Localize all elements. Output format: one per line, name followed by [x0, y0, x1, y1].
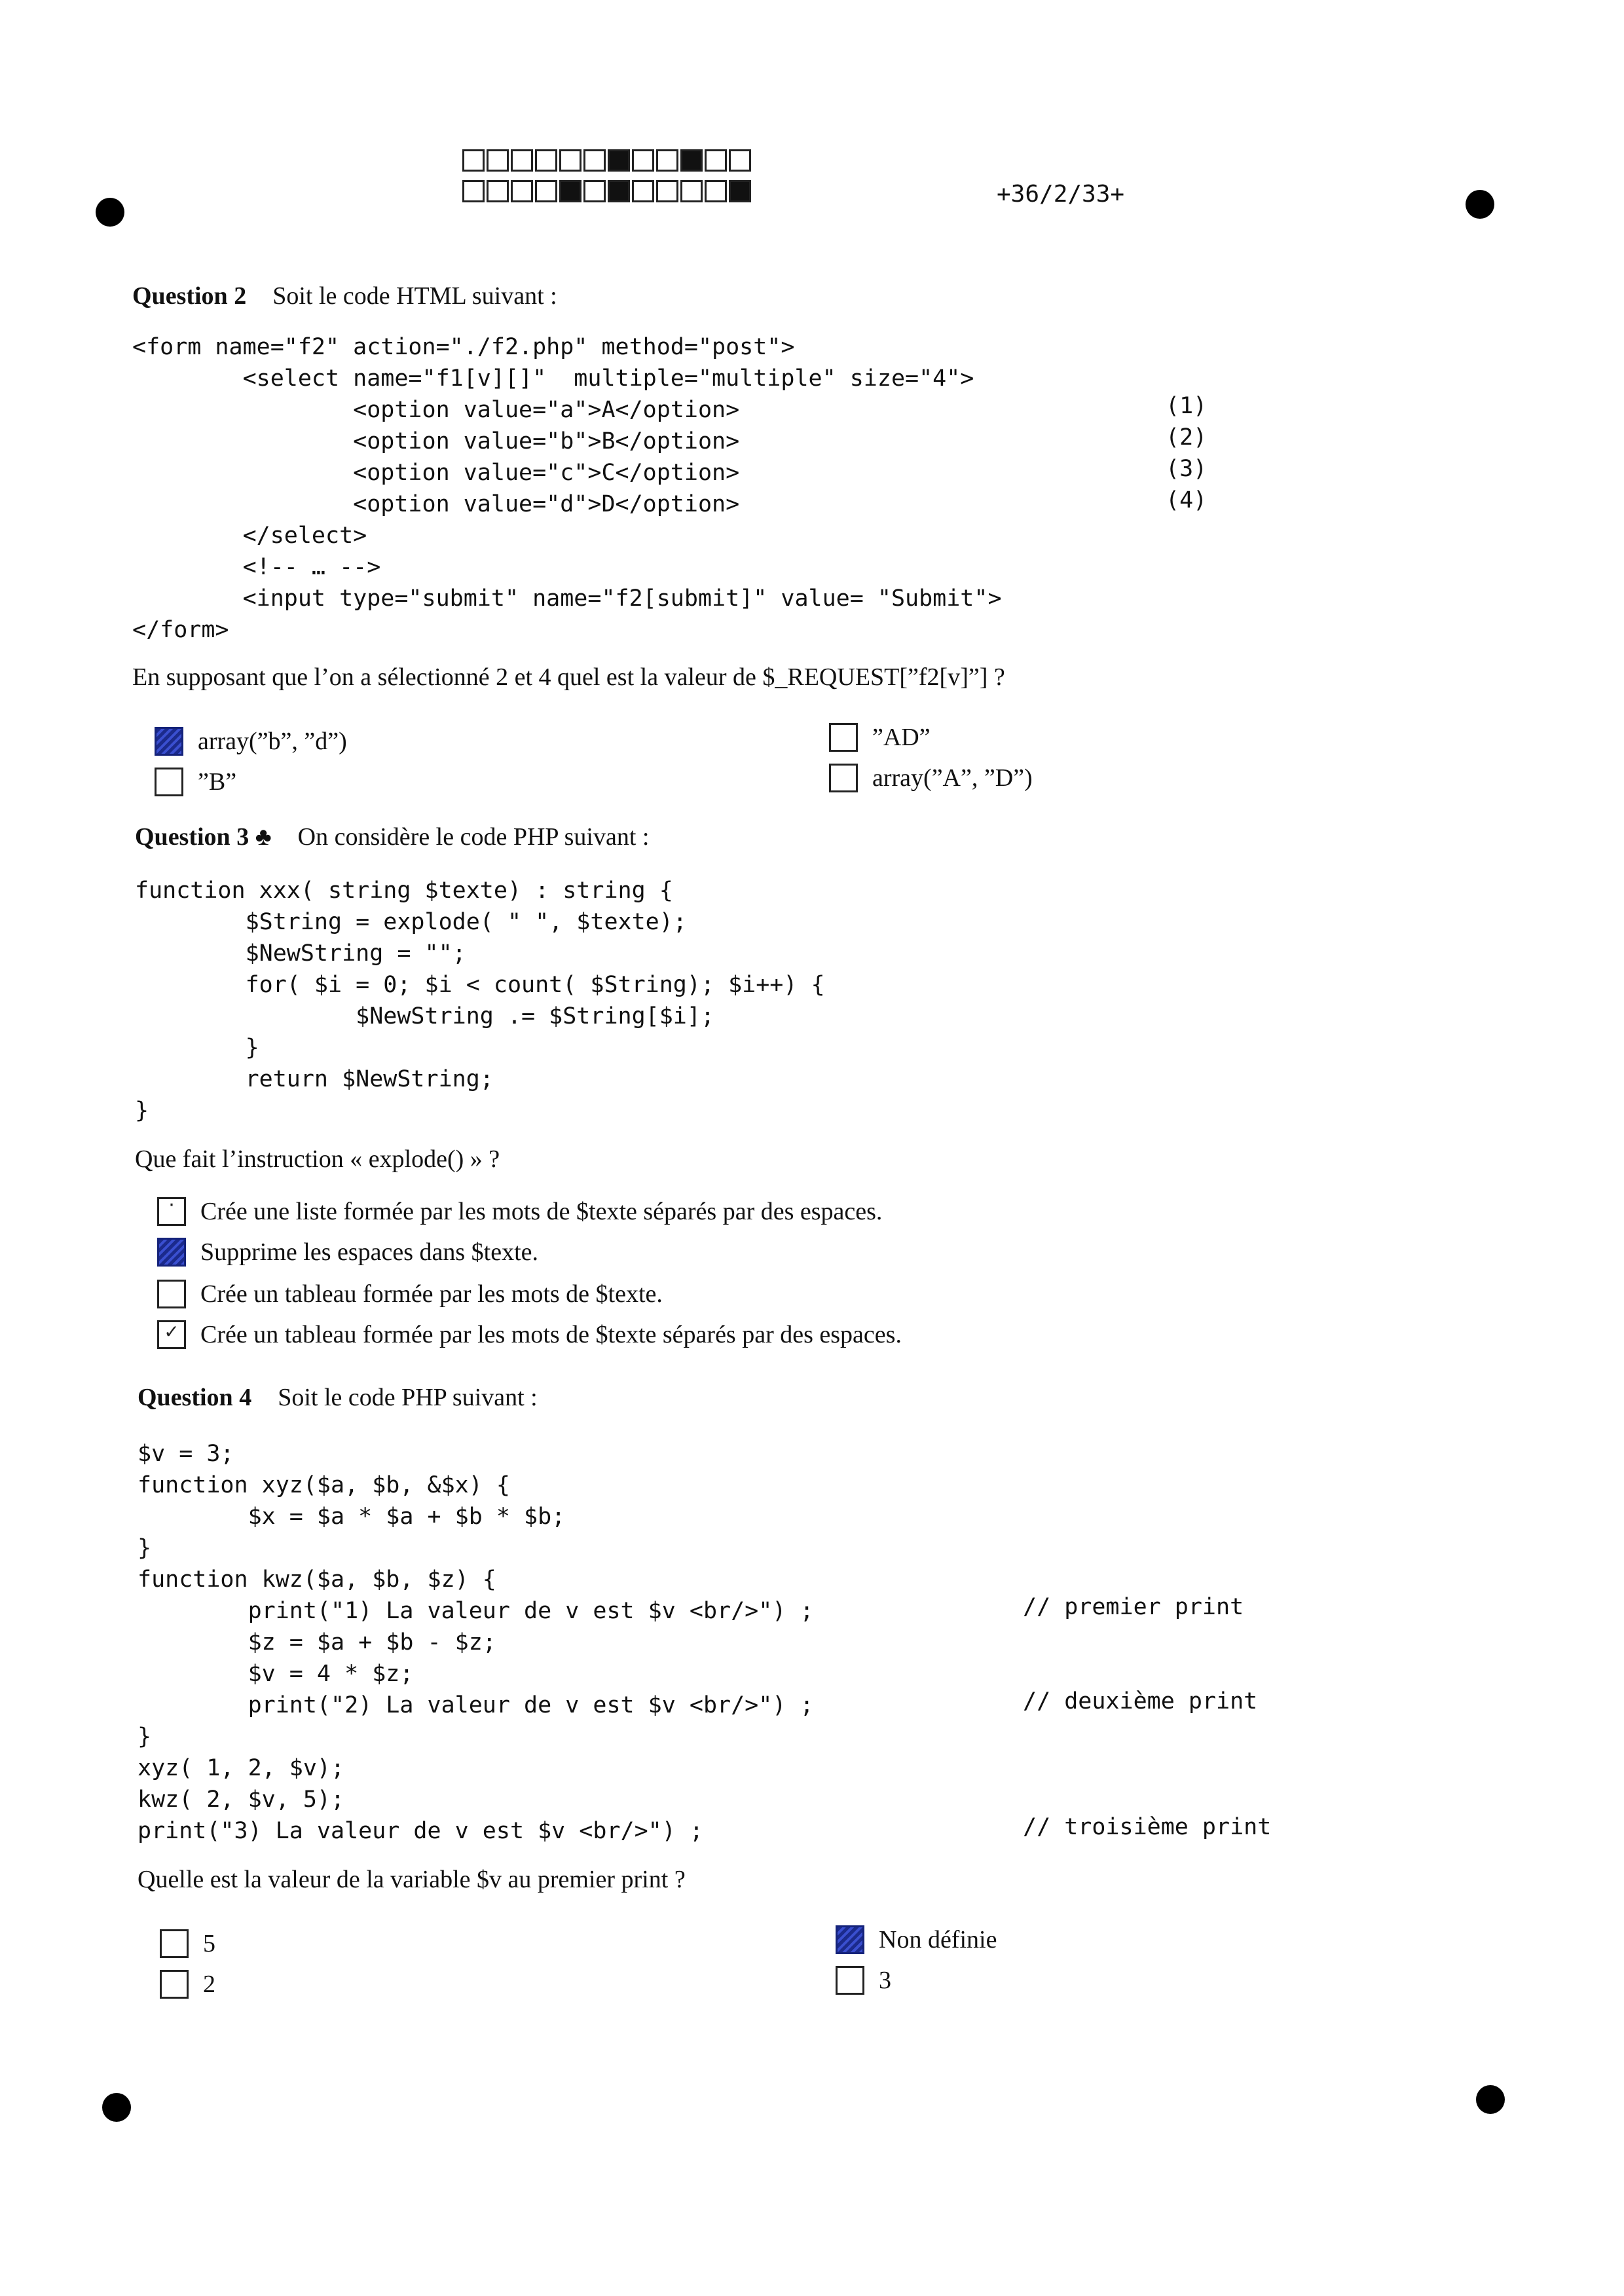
q2-option-b[interactable]	[155, 768, 236, 796]
club-icon: ♣	[255, 823, 272, 851]
line-number: (3)	[1166, 456, 1208, 482]
option-text: 3	[879, 1967, 891, 1994]
registration-dot-top-right	[1466, 190, 1494, 219]
answer-checkbox[interactable]	[157, 1280, 186, 1308]
id-grid-cell	[680, 149, 703, 172]
id-grid-cell	[705, 180, 727, 202]
q4-option-d[interactable]	[836, 1966, 891, 1995]
answer-checkbox[interactable]	[155, 727, 183, 756]
q3-question: Que fait l’instruction « explode() » ?	[135, 1145, 500, 1173]
option-text: array(”A”, ”D”)	[872, 764, 1033, 792]
q2-option-a[interactable]	[155, 727, 347, 756]
option-text: Crée un tableau formée par les mots de $texte.	[200, 1280, 663, 1308]
option-text: 2	[203, 1971, 215, 1998]
q4-option-c[interactable]	[836, 1925, 997, 1954]
answer-checkbox[interactable]	[157, 1194, 186, 1226]
id-grid-cell	[632, 180, 654, 202]
q4-comment-3: // troisième print	[1023, 1814, 1272, 1840]
answer-checkbox[interactable]	[829, 764, 858, 792]
line-number: (1)	[1166, 393, 1208, 419]
answer-checkbox[interactable]	[155, 768, 183, 796]
answer-checkbox[interactable]	[160, 1970, 189, 1999]
line-number: (4)	[1166, 487, 1208, 513]
q4-intro: Soit le code PHP suivant :	[278, 1384, 538, 1411]
id-grid-cell	[462, 149, 485, 172]
id-grid-cell	[583, 180, 606, 202]
q4-option-a[interactable]	[160, 1929, 215, 1958]
id-grid-cell	[656, 180, 678, 202]
q2-option-d[interactable]	[829, 764, 1033, 792]
answer-checkbox[interactable]	[836, 1925, 864, 1954]
q3-option-b[interactable]	[157, 1238, 538, 1267]
q2-line-numbers	[1166, 390, 1207, 516]
option-text: ”B”	[198, 768, 237, 796]
answer-checkbox[interactable]	[829, 723, 858, 752]
q2-option-c[interactable]	[829, 723, 931, 752]
option-text: 5	[203, 1930, 215, 1957]
q3-option-d[interactable]	[157, 1320, 902, 1349]
q3-header	[135, 823, 649, 851]
id-grid-cell	[559, 149, 581, 172]
option-text: Non définie	[879, 1926, 997, 1953]
line-number: (2)	[1166, 424, 1208, 451]
id-grid-cell	[632, 149, 654, 172]
answer-checkbox[interactable]	[836, 1966, 864, 1995]
id-grid-row-2	[462, 180, 753, 202]
id-grid-cell	[583, 149, 606, 172]
option-text: ”AD”	[872, 724, 931, 751]
id-grid-cell	[705, 149, 727, 172]
id-grid-cell	[462, 180, 485, 202]
id-grid-cell	[608, 180, 630, 202]
id-grid-cell	[729, 149, 751, 172]
id-grid-cell	[729, 180, 751, 202]
option-text: Crée une liste formée par les mots de $texte séparés par des espaces.	[200, 1198, 883, 1225]
q2-header	[132, 282, 557, 310]
pencil-dot-mark: ·	[168, 1194, 175, 1217]
id-grid-cell	[487, 180, 509, 202]
option-text: Crée un tableau formée par les mots de $texte séparés par des espaces.	[200, 1321, 902, 1348]
q4-label: Question 4	[138, 1384, 252, 1411]
q2-intro: Soit le code HTML suivant :	[272, 282, 557, 310]
id-grid-cell	[535, 149, 557, 172]
q3-code: function xxx( string $texte) : string { $String = explode( " ", $texte); $NewString = ""; for( $i = 0; $i < count( $String); $i++) { $NewString .= $String[$i]; } return $NewString; }	[135, 878, 825, 1124]
answer-checkbox[interactable]	[157, 1238, 186, 1267]
id-grid-cell	[511, 180, 533, 202]
q4-code: $v = 3; function xyz($a, $b, &$x) { $x = $a * $a + $b * $b; } function kwz($a, $b, $z) { print("1) La valeur de v est $v <br/>") ; $z = $a + $b - $z; $v = 4 * $z; print("2) La valeur de v est $v <br/>") ; } xyz( 1, 2, $v); kwz( 2, $v, 5); print("3) La valeur de v est $v <br/>") ;	[138, 1441, 814, 1844]
q4-header	[138, 1383, 538, 1412]
tick-mark-icon: ✓	[164, 1321, 179, 1342]
option-text: array(”b”, ”d”)	[198, 728, 347, 755]
id-grid-cell	[535, 180, 557, 202]
q3-option-c[interactable]	[157, 1280, 663, 1308]
id-grid-cell	[608, 149, 630, 172]
id-grid-cell	[656, 149, 678, 172]
q3-label	[135, 823, 272, 851]
q3-option-a[interactable]	[157, 1194, 883, 1226]
q4-comment-2: // deuxième print	[1023, 1688, 1258, 1714]
answer-checkbox[interactable]	[157, 1320, 186, 1349]
id-grid-cell	[487, 149, 509, 172]
id-grid-cell	[559, 180, 581, 202]
id-grid-row-1	[462, 149, 753, 172]
q2-label: Question 2	[132, 282, 247, 310]
q3-intro: On considère le code PHP suivant :	[297, 823, 650, 851]
q4-question: Quelle est la valeur de la variable $v au premier print ?	[138, 1866, 686, 1893]
q4-comment-1: // premier print	[1023, 1594, 1244, 1620]
registration-dot-bottom-left	[102, 2093, 131, 2122]
id-grid-cell	[680, 180, 703, 202]
q4-option-b[interactable]	[160, 1970, 215, 1999]
option-text: Supprime les espaces dans $texte.	[200, 1238, 539, 1266]
registration-dot-top-left	[96, 198, 124, 227]
q2-question: En supposant que l’on a sélectionné 2 et 4 quel est la valeur de $_REQUEST[”f2[v]”] ?	[132, 663, 1005, 691]
q2-code: <form name="f2" action="./f2.php" method="post"> <select name="f1[v][]" multiple="multiple" size="4"> <option value="a">A</option> <option value="b">B</option> <option value="c">C</option> <option value="d">D</option> </select> <!-- … --> <input type="submit" name="f2[submit]" value= "Submit"> </form>	[132, 334, 1002, 643]
page-code: +36/2/33+	[997, 181, 1125, 208]
answer-checkbox[interactable]	[160, 1929, 189, 1958]
q3-label-text: Question 3	[135, 823, 249, 851]
id-grid-cell	[511, 149, 533, 172]
registration-dot-bottom-right	[1476, 2085, 1505, 2114]
